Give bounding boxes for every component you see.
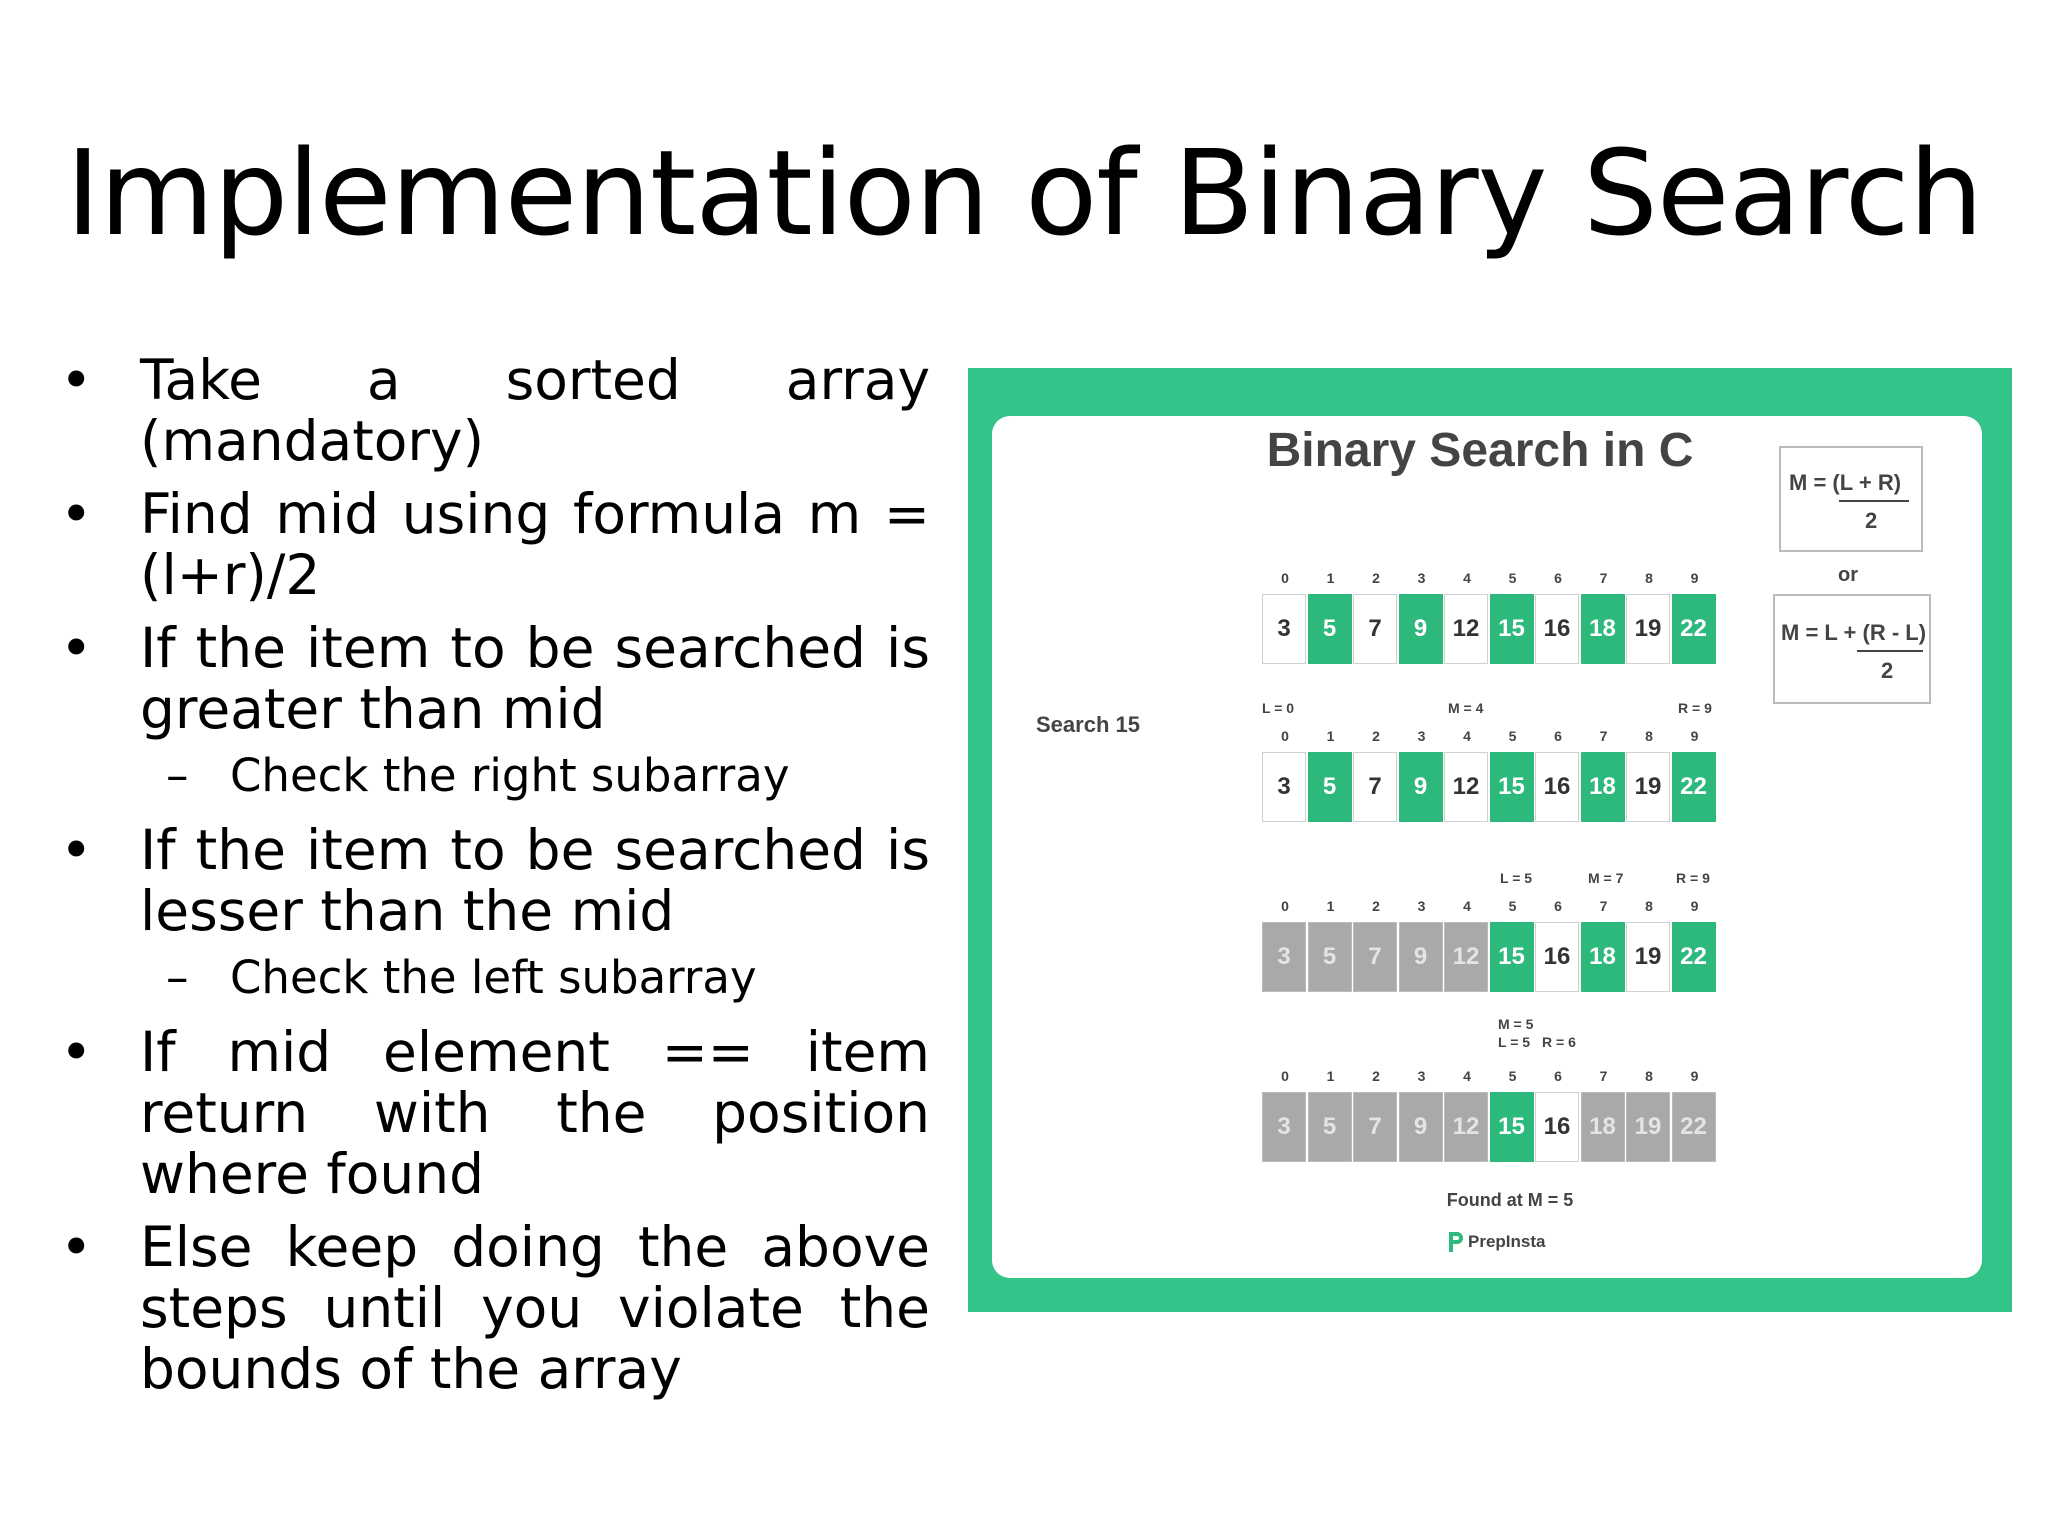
array-cell: 5 (1308, 752, 1352, 822)
bullet-dot-icon: • (60, 616, 93, 680)
array-index-label: 7 (1599, 898, 1608, 914)
bullet-item (60, 1022, 930, 1205)
array-index-label: 4 (1463, 570, 1471, 586)
bullet-dot-icon: • (60, 482, 93, 546)
array-index-label: 5 (1508, 898, 1517, 914)
bullet-dot-icon: • (60, 1020, 93, 1084)
array-cell: 18 (1581, 752, 1625, 822)
formula-1-bar (1839, 500, 1909, 502)
array-cell: 15 (1490, 1092, 1534, 1162)
array-cell: 9 (1399, 594, 1443, 664)
array-index-label: 8 (1645, 728, 1653, 744)
array-cell: 18 (1581, 922, 1625, 992)
array-cell: 18 (1581, 1092, 1625, 1162)
array-index-label: 5 (1508, 570, 1517, 586)
array-index-label: 8 (1645, 570, 1653, 586)
array-cell: 12 (1444, 922, 1488, 992)
slide-title: Implementation of Binary Search (65, 124, 1983, 262)
bullet-dot-icon: • (60, 1215, 93, 1279)
array-index-label: 6 (1554, 728, 1562, 744)
pointer-label: L = 0 (1262, 700, 1295, 716)
array-index-label: 0 (1281, 728, 1289, 744)
formula-2-bar (1857, 650, 1923, 652)
array-index-label: 3 (1417, 728, 1426, 744)
search-label: Search 15 (1036, 712, 1140, 737)
array-cell: 22 (1672, 922, 1716, 992)
bullet-dot-icon: • (60, 348, 93, 412)
array-cell: 12 (1444, 1092, 1488, 1162)
bullet-text: Find mid using formula m = (l+r)/2 (140, 482, 930, 607)
array-cell: 16 (1535, 594, 1579, 664)
array-cell: 19 (1626, 1092, 1670, 1162)
bullet-text: If mid element == item return with the position where found (140, 1020, 930, 1206)
formula-1-numerator: M = (L + R) (1789, 470, 1902, 495)
array-index-label: 4 (1463, 898, 1471, 914)
dash-icon: – (166, 951, 189, 1004)
pointer-label: M = 4 (1448, 700, 1484, 716)
bullet-text: If the item to be searched is greater than mid (140, 616, 930, 741)
array-index-label: 9 (1690, 570, 1699, 586)
array-cell: 7 (1353, 594, 1397, 664)
array-cell: 5 (1308, 922, 1352, 992)
array-index-label: 3 (1417, 898, 1426, 914)
found-label: Found at M = 5 (1446, 1190, 1574, 1210)
sub-bullet-item (60, 950, 930, 1006)
bullet-item (60, 618, 930, 740)
array-cell: 3 (1262, 752, 1306, 822)
array-cell: 18 (1581, 594, 1625, 664)
pointer-label: L = 5 (1498, 1034, 1531, 1050)
array-index-label: 2 (1372, 570, 1380, 586)
array-index-label: 9 (1690, 1068, 1699, 1084)
array-index-label: 2 (1372, 1068, 1380, 1084)
bullet-list (60, 350, 930, 1412)
array-cell: 3 (1262, 1092, 1306, 1162)
prepinsta-logo-icon (1446, 1230, 1464, 1254)
array-index-label: 0 (1281, 898, 1289, 914)
array-index-label: 1 (1326, 570, 1335, 586)
array-index-label: 6 (1554, 898, 1562, 914)
array-cell: 12 (1444, 594, 1488, 664)
pointer-label: R = 9 (1676, 870, 1710, 886)
bullet-dot-icon: • (60, 818, 93, 882)
array-cell: 16 (1535, 922, 1579, 992)
sub-bullet-text: Check the left subarray (230, 951, 757, 1004)
array-cell: 22 (1672, 752, 1716, 822)
array-cell: 22 (1672, 1092, 1716, 1162)
array-index-label: 9 (1690, 898, 1699, 914)
pointer-label: M = 5 (1498, 1016, 1534, 1032)
or-label: or (1838, 564, 1858, 586)
bullet-text: Else keep doing the above steps until you violate the bounds of the array (140, 1215, 930, 1401)
array-index-label: 3 (1417, 570, 1426, 586)
array-index-label: 5 (1508, 728, 1517, 744)
pointer-label: R = 9 (1678, 700, 1712, 716)
formula-box-2 (1773, 594, 1931, 704)
array-cell: 5 (1308, 1092, 1352, 1162)
array-index-label: 8 (1645, 1068, 1653, 1084)
array-cell: 9 (1399, 1092, 1443, 1162)
bullet-item (60, 820, 930, 942)
array-index-label: 2 (1372, 898, 1380, 914)
array-index-label: 6 (1554, 1068, 1562, 1084)
array-cell: 9 (1399, 752, 1443, 822)
brand-logo (1446, 1230, 1545, 1254)
formula-2-denominator: 2 (1881, 658, 1894, 683)
dash-icon: – (166, 749, 189, 802)
pointer-label: M = 7 (1588, 870, 1624, 886)
bullet-item (60, 350, 930, 472)
array-cell: 5 (1308, 594, 1352, 664)
figure-title: Binary Search in C (1266, 424, 1694, 477)
array-cell: 7 (1353, 752, 1397, 822)
sub-bullet-text: Check the right subarray (230, 749, 790, 802)
array-index-label: 7 (1599, 1068, 1608, 1084)
array-index-label: 7 (1599, 570, 1608, 586)
formula-2-numerator: M = L + (R - L) (1781, 620, 1927, 645)
formula-1-denominator: 2 (1865, 508, 1878, 533)
array-index-label: 0 (1281, 1068, 1289, 1084)
pointer-label: R = 6 (1542, 1034, 1576, 1050)
array-cell: 16 (1535, 752, 1579, 822)
array-index-label: 5 (1508, 1068, 1517, 1084)
brand-name: PrepInsta (1468, 1232, 1546, 1251)
binary-search-figure (968, 368, 2012, 1312)
array-cell: 7 (1353, 1092, 1397, 1162)
array-index-label: 2 (1372, 728, 1380, 744)
array-cell: 9 (1399, 922, 1443, 992)
array-cell: 15 (1490, 752, 1534, 822)
sub-bullet-item (60, 748, 930, 804)
array-cell: 16 (1535, 1092, 1579, 1162)
formula-box-1 (1779, 446, 1923, 552)
array-cell: 15 (1490, 922, 1534, 992)
array-index-label: 1 (1326, 728, 1335, 744)
array-cell: 19 (1626, 752, 1670, 822)
array-cell: 15 (1490, 594, 1534, 664)
array-index-label: 4 (1463, 728, 1471, 744)
array-index-label: 6 (1554, 570, 1562, 586)
array-index-label: 1 (1326, 898, 1335, 914)
array-cell: 12 (1444, 752, 1488, 822)
bullet-item (60, 484, 930, 606)
array-cell: 3 (1262, 594, 1306, 664)
array-cell: 3 (1262, 922, 1306, 992)
pointer-label: L = 5 (1500, 870, 1533, 886)
array-index-label: 3 (1417, 1068, 1426, 1084)
array-cell: 7 (1353, 922, 1397, 992)
array-cell: 22 (1672, 594, 1716, 664)
array-index-label: 4 (1463, 1068, 1471, 1084)
array-index-label: 8 (1645, 898, 1653, 914)
array-index-label: 9 (1690, 728, 1699, 744)
array-index-label: 1 (1326, 1068, 1335, 1084)
bullet-text: Take a sorted array (mandatory) (140, 348, 930, 473)
array-index-label: 7 (1599, 728, 1608, 744)
array-index-label: 0 (1281, 570, 1289, 586)
bullet-text: If the item to be searched is lesser than the mid (140, 818, 930, 943)
bullet-item (60, 1217, 930, 1400)
array-cell: 19 (1626, 922, 1670, 992)
array-cell: 19 (1626, 594, 1670, 664)
